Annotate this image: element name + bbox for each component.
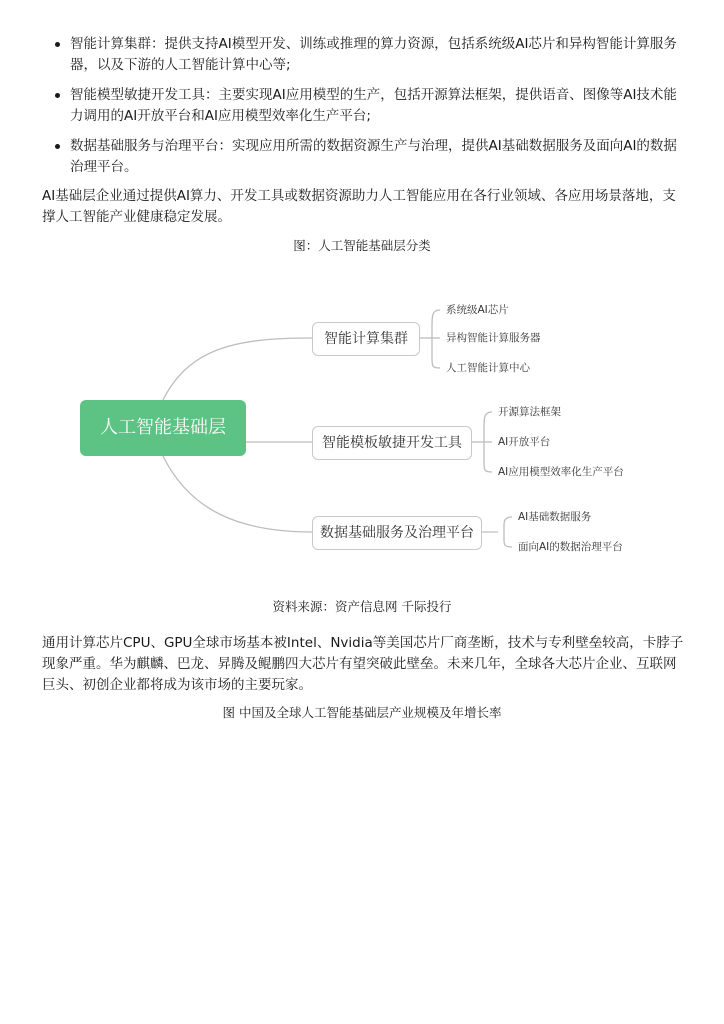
- mindmap-leaf-node: 开源算法框架: [498, 406, 561, 418]
- figure-caption: 图：人工智能基础层分类: [293, 238, 431, 253]
- mindmap-leaf-node: AI开放平台: [498, 436, 551, 448]
- mindmap-branch-node: 智能计算集群: [312, 322, 420, 356]
- mindmap-leaf-node: 面向AI的数据治理平台: [518, 541, 623, 553]
- list-item: [50, 34, 690, 76]
- bullet-icon: [55, 93, 60, 98]
- list-item: [50, 136, 690, 178]
- mindmap-leaf-node: 系统级AI芯片: [446, 304, 509, 316]
- list-item: [50, 85, 690, 127]
- source-note: 资料来源：资产信息网 千际投行: [272, 599, 452, 614]
- connector-line: [163, 456, 312, 532]
- mindmap-diagram: [60, 286, 670, 576]
- mindmap-leaf-node: AI应用模型效率化生产平台: [498, 466, 624, 478]
- body-paragraph: 通用计算芯片CPU、GPU全球市场基本被Intel、Nvidia等美国芯片厂商垄断，技术与专利壁垒较高，卡脖子现象严重。华为麒麟、巴龙、昇腾及鲲鹏四大芯片有望突破此壁垒。未来几年，全球各大芯片企业、互联网巨头、初创企业都将成为该市场的主要玩家。: [42, 635, 684, 693]
- figure-caption: 图 中国及全球人工智能基础层产业规模及年增长率: [222, 705, 502, 720]
- mindmap-leaf-node: 人工智能计算中心: [446, 362, 530, 374]
- mindmap-branch-node: 智能模板敏捷开发工具: [312, 426, 472, 460]
- list-item-text: 数据基础服务与治理平台：实现应用所需的数据资源生产与治理，提供AI基础数据服务及面向AI的数据治理平台。: [70, 138, 677, 175]
- leaf-bracket: [504, 517, 512, 547]
- mindmap-root-node: 人工智能基础层: [80, 400, 246, 456]
- list-item-text: 智能模型敏捷开发工具：主要实现AI应用模型的生产，包括开源算法框架，提供语音、图像等AI技术能力调用的AI开放平台和AI应用模型效率化生产平台;: [70, 87, 677, 124]
- list-item-text: 智能计算集群：提供支持AI模型开发、训练或推理的算力资源，包括系统级AI芯片和异构智能计算服务器，以及下游的人工智能计算中心等;: [70, 36, 677, 73]
- mindmap-leaf-node: AI基础数据服务: [518, 511, 592, 523]
- mindmap-leaf-node: 异构智能计算服务器: [446, 332, 541, 344]
- bullet-list: [50, 34, 690, 187]
- leaf-bracket: [432, 310, 440, 368]
- body-paragraph: AI基础层企业通过提供AI算力、开发工具或数据资源助力人工智能应用在各行业领域、各应用场景落地，支撑人工智能产业健康稳定发展。: [42, 188, 676, 225]
- bullet-icon: [55, 42, 60, 47]
- connector-line: [163, 338, 312, 400]
- mindmap-branch-node: 数据基础服务及治理平台: [312, 516, 482, 550]
- bullet-icon: [55, 144, 60, 149]
